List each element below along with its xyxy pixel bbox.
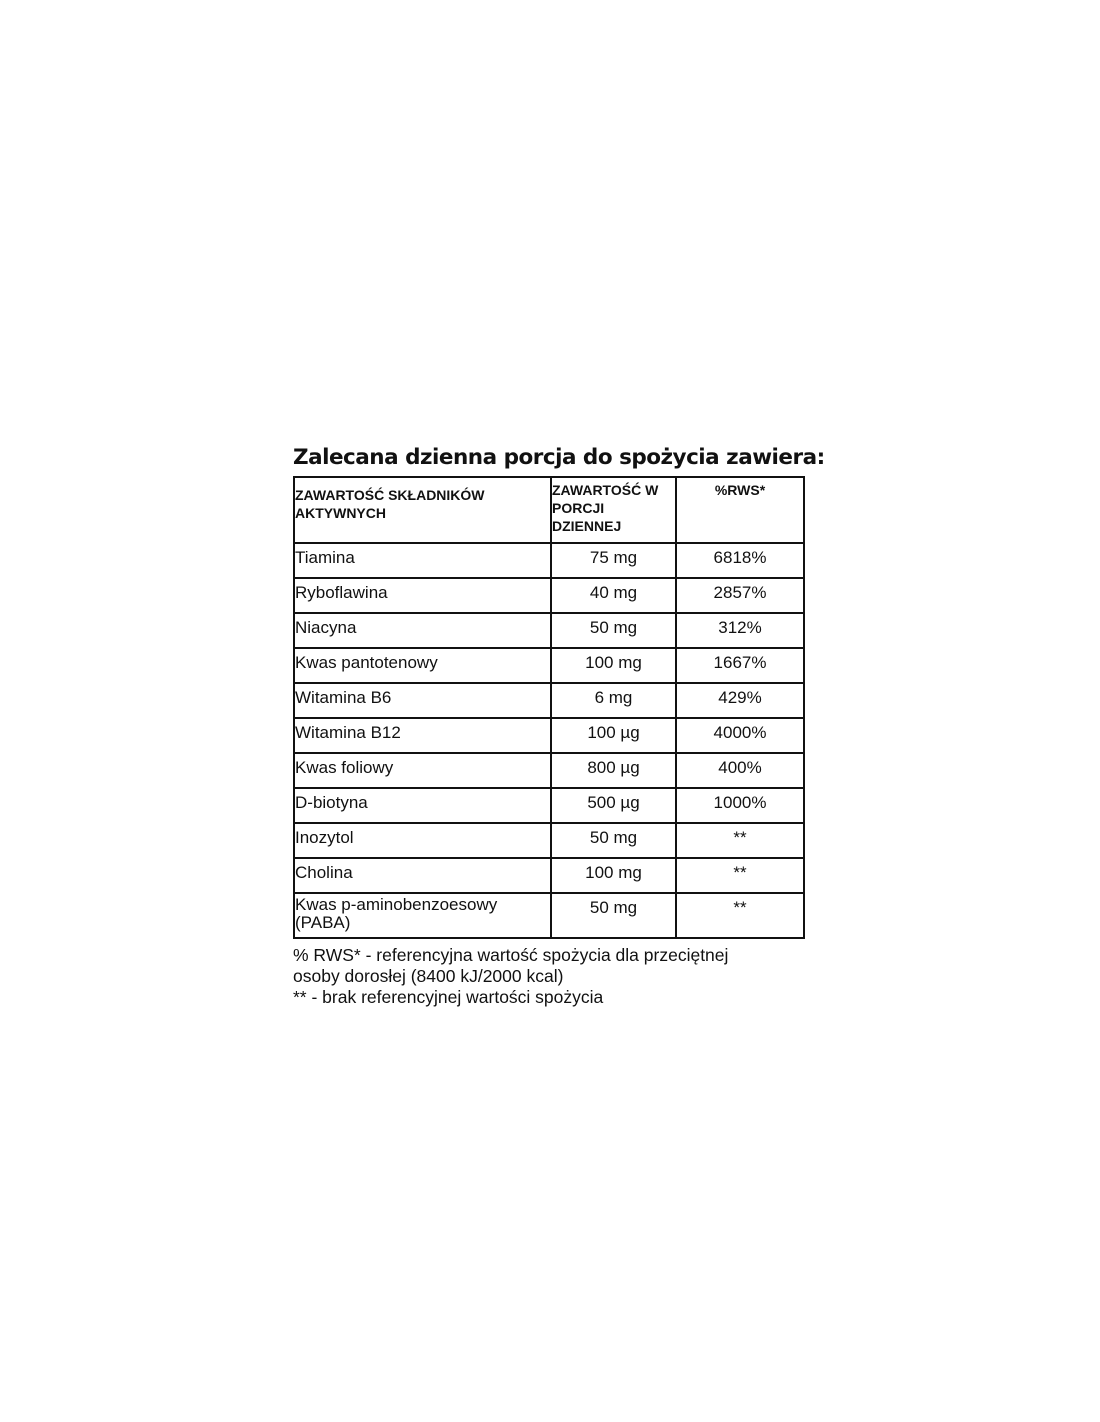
header-amount: ZAWARTOŚĆ W PORCJI DZIENNEJ: [551, 477, 676, 543]
ingredient-rws: 4000%: [676, 718, 804, 753]
ingredient-amount: 50 mg: [551, 823, 676, 858]
ingredient-rws: 400%: [676, 753, 804, 788]
ingredient-name: Tiamina: [294, 543, 551, 578]
ingredient-rws: **: [676, 858, 804, 893]
footnote-no-rws: ** - brak referencyjnej wartości spożycia: [293, 987, 604, 1007]
ingredient-amount: 100 mg: [551, 648, 676, 683]
ingredient-amount: 50 mg: [551, 893, 676, 938]
ingredient-rws: 1667%: [676, 648, 804, 683]
panel-title: Zalecana dzienna porcja do spożycia zawiera:: [293, 445, 825, 470]
table-row: [294, 718, 804, 753]
ingredient-name: Witamina B6: [294, 683, 551, 718]
table-row: [294, 613, 804, 648]
ingredient-name: Niacyna: [294, 613, 551, 648]
ingredient-amount: 800 µg: [551, 753, 676, 788]
ingredient-amount: 75 mg: [551, 543, 676, 578]
ingredient-name: Kwas p-aminobenzoesowy (PABA): [294, 893, 551, 938]
table-row: [294, 858, 804, 893]
table-row: [294, 893, 804, 938]
ingredient-name: Kwas foliowy: [294, 753, 551, 788]
table-row: [294, 788, 804, 823]
table-row: [294, 543, 804, 578]
ingredient-rws: **: [676, 823, 804, 858]
ingredient-amount: 500 µg: [551, 788, 676, 823]
ingredient-name: Ryboflawina: [294, 578, 551, 613]
ingredient-name: D-biotyna: [294, 788, 551, 823]
ingredient-rws: 2857%: [676, 578, 804, 613]
ingredient-rws: 6818%: [676, 543, 804, 578]
footnote-rws: % RWS* - referencyjna wartość spożycia dla przeciętnej: [293, 945, 729, 965]
ingredient-rws: **: [676, 893, 804, 938]
table-row: [294, 578, 804, 613]
table-row: [294, 823, 804, 858]
footnote-rws-cont: osoby dorosłej (8400 kJ/2000 kcal): [293, 966, 564, 986]
ingredient-rws: 312%: [676, 613, 804, 648]
table-header-row: [294, 477, 804, 543]
ingredient-rws: 1000%: [676, 788, 804, 823]
nutrition-panel: [293, 444, 825, 1008]
ingredient-name: Witamina B12: [294, 718, 551, 753]
ingredient-amount: 100 µg: [551, 718, 676, 753]
footnotes: [293, 945, 813, 1008]
ingredient-amount: 40 mg: [551, 578, 676, 613]
header-rws: %RWS*: [676, 477, 804, 543]
table-row: [294, 648, 804, 683]
nutrition-table: [293, 476, 805, 939]
ingredient-amount: 100 mg: [551, 858, 676, 893]
ingredient-name: Kwas pantotenowy: [294, 648, 551, 683]
ingredient-amount: 50 mg: [551, 613, 676, 648]
ingredient-rws: 429%: [676, 683, 804, 718]
header-ingredient: ZAWARTOŚĆ SKŁADNIKÓW AKTYWNYCH: [294, 477, 551, 543]
table-row: [294, 683, 804, 718]
ingredient-name: Inozytol: [294, 823, 551, 858]
ingredient-amount: 6 mg: [551, 683, 676, 718]
table-row: [294, 753, 804, 788]
ingredient-name: Cholina: [294, 858, 551, 893]
